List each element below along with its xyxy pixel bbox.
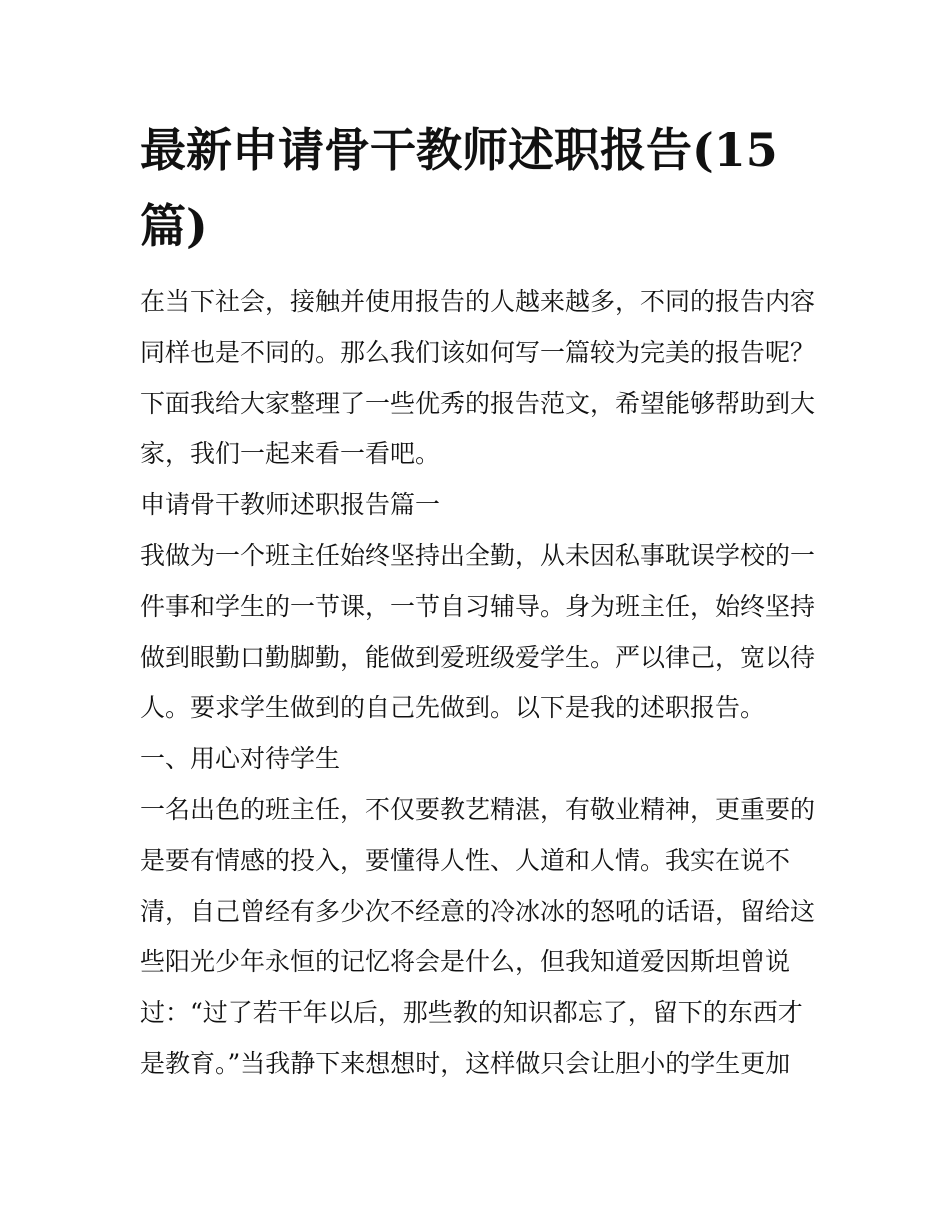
paragraph-line: 人。要求学生做到的自己先做到。以下是我的述职报告。 xyxy=(140,693,766,723)
paragraph-line: 一名出色的班主任，不仅要教艺精湛，有敬业精神，更重要的 xyxy=(140,794,816,824)
paragraph-line: 在当下社会，接触并使用报告的人越来越多，不同的报告内容 xyxy=(140,287,816,316)
subsection-heading: 一、用心对待学生 xyxy=(140,744,341,774)
paragraph-line: 些阳光少年永恒的记忆将会是什么，但我知道爱因斯坦曾说 xyxy=(140,947,791,977)
paragraph-line: 是教育。”当我静下来想想时，这样做只会让胆小的学生更加 xyxy=(140,1048,791,1078)
document-title: 最新申请骨干教师述职报告(15篇) xyxy=(140,123,778,253)
paragraph-line: 清，自己曾经有多少次不经意的冷冰冰的怒吼的话语，留给这 xyxy=(140,896,816,926)
section-heading: 申请骨干教师述职报告篇一 xyxy=(140,490,441,520)
paragraph-line: 件事和学生的一节课，一节自习辅导。身为班主任，始终坚持 xyxy=(140,591,816,621)
paragraph-line: 同样也是不同的。那么我们该如何写一篇较为完美的报告呢？ xyxy=(140,337,816,367)
paragraph-line: 下面我给大家整理了一些优秀的报告范文，希望能够帮助到大 xyxy=(140,388,816,418)
paragraph-line: 做到眼勤口勤脚勤，能做到爱班级爱学生。严以律己，宽以待 xyxy=(140,642,816,672)
paragraph-line: 是要有情感的投入，要懂得人性、人道和人情。我实在说不 xyxy=(140,845,791,875)
paragraph-line: 家，我们一起来看一看吧。 xyxy=(140,439,441,469)
paragraph-line: 过：“过了若干年以后，那些教的知识都忘了，留下的东西才 xyxy=(140,998,803,1028)
document-body xyxy=(140,277,816,1090)
paragraph-line: 我做为一个班主任始终坚持出全勤，从未因私事耽误学校的一 xyxy=(140,540,816,570)
